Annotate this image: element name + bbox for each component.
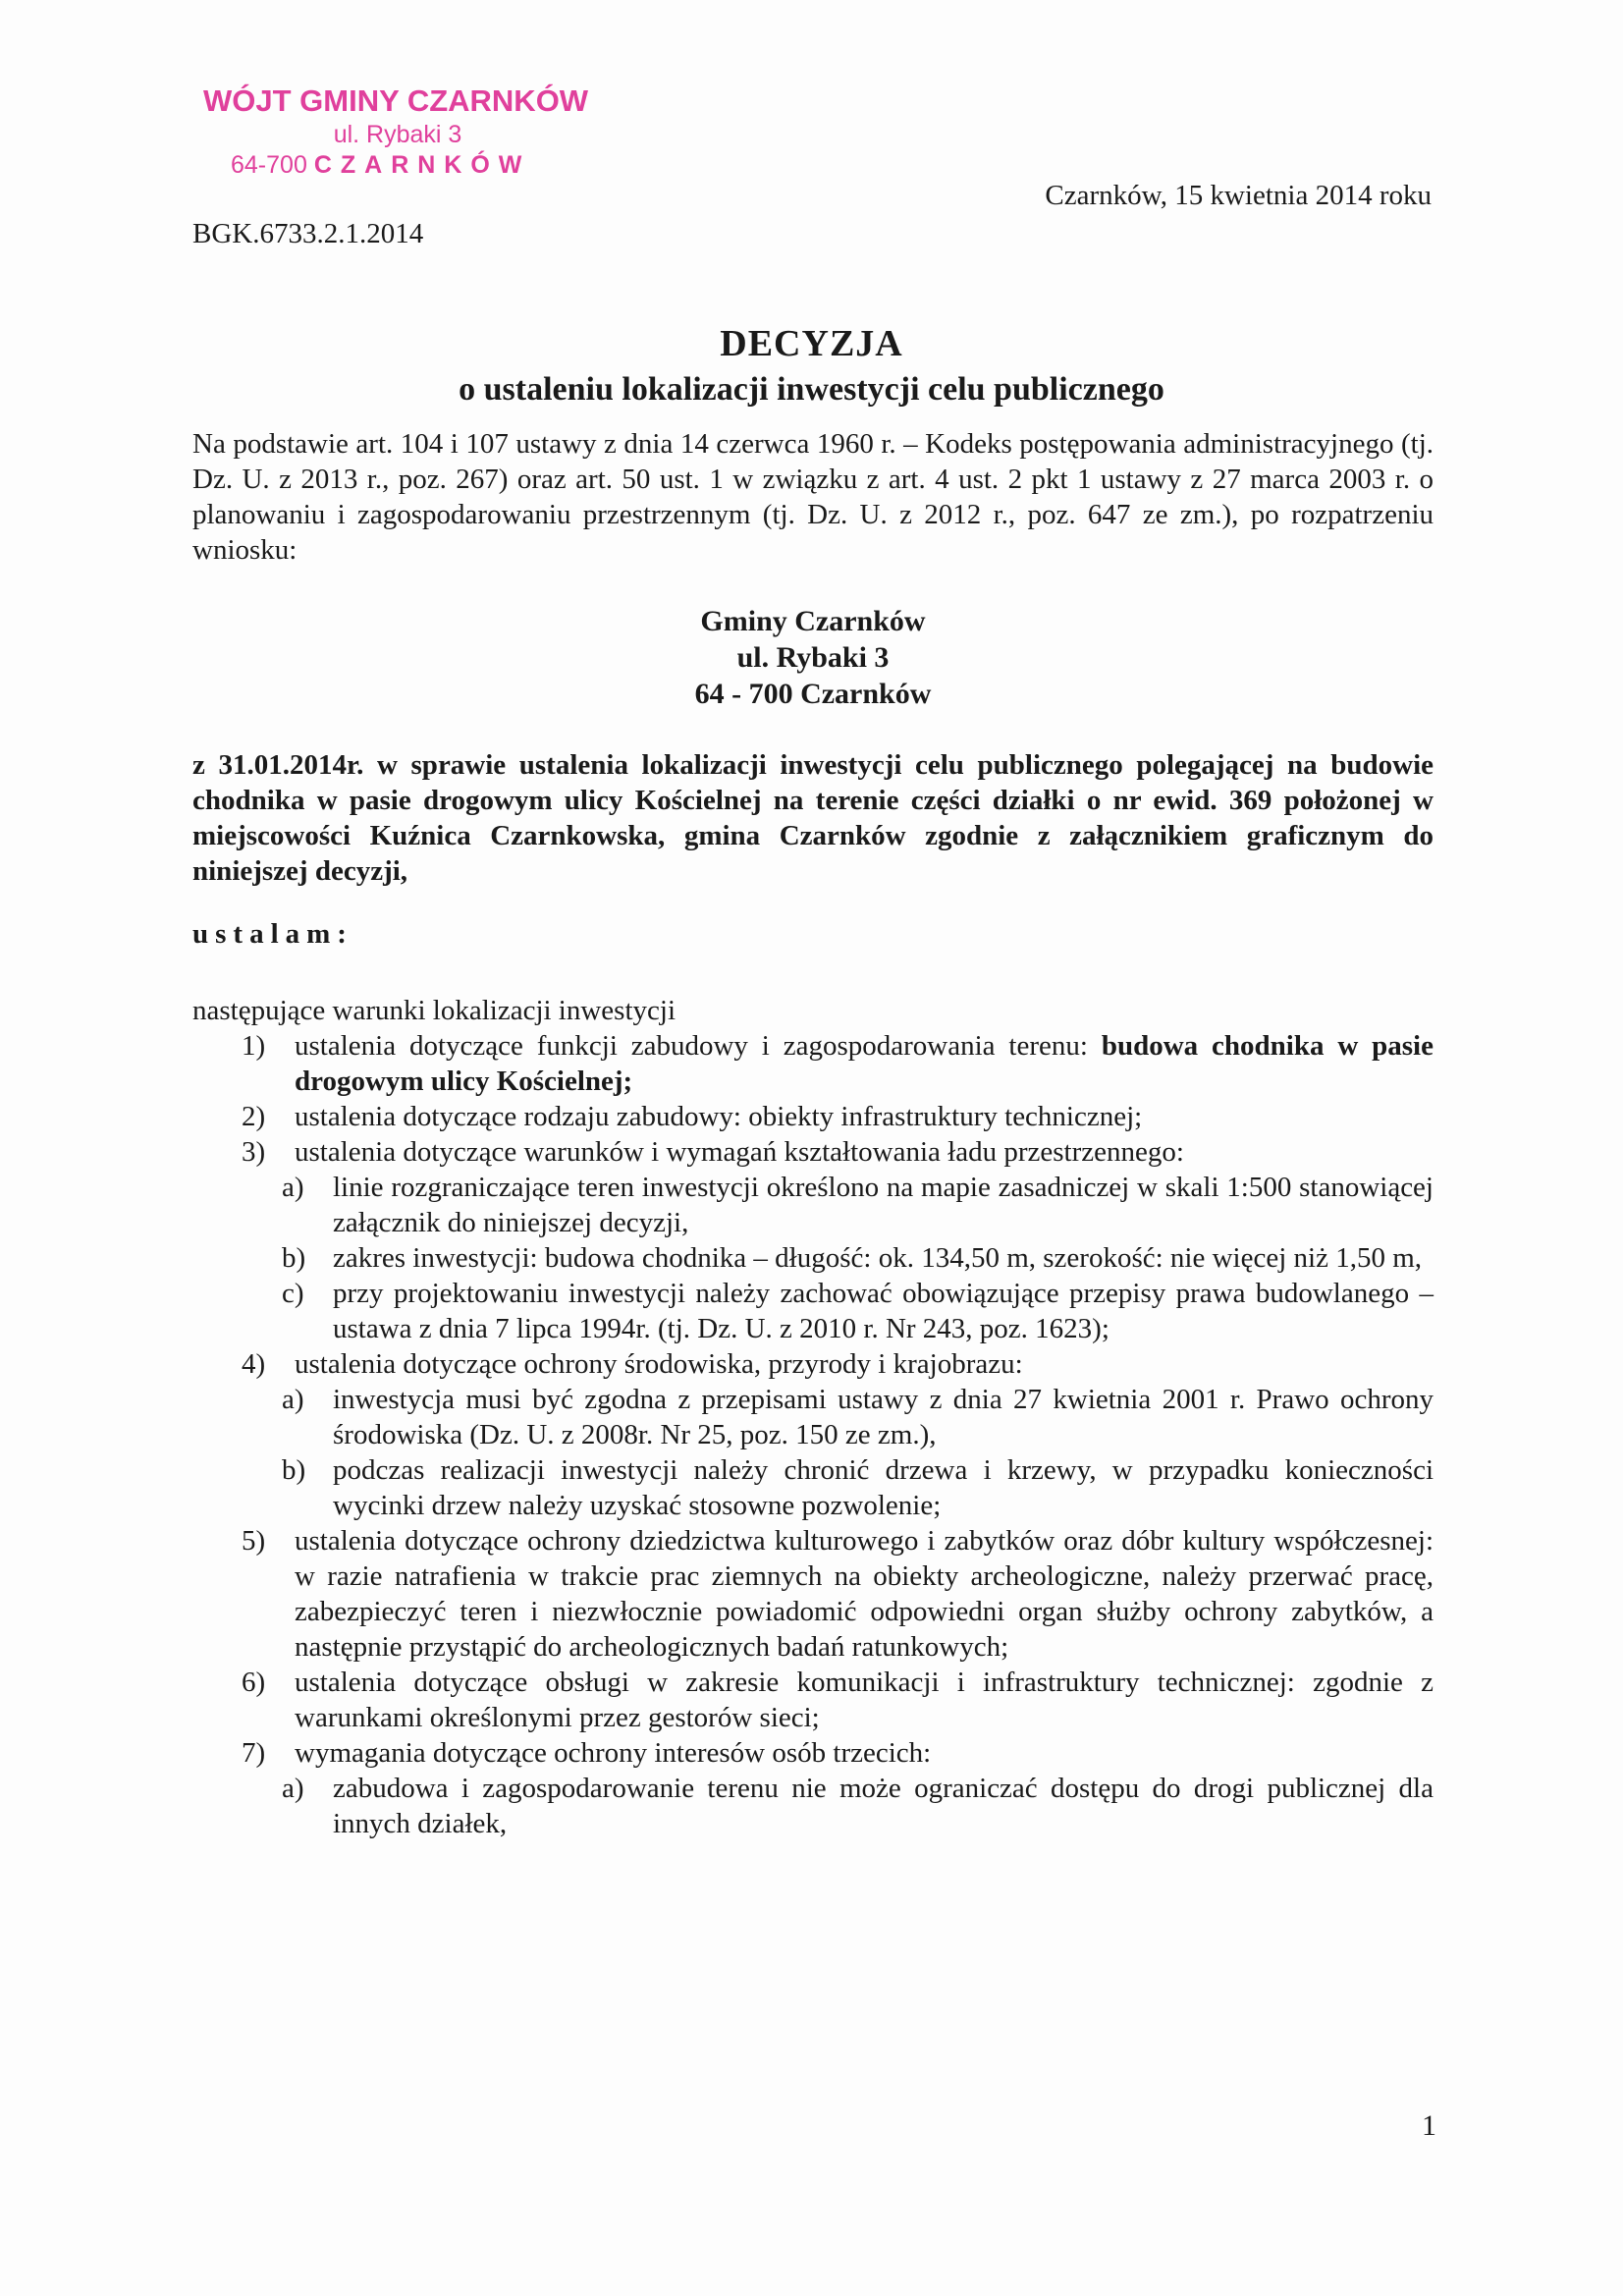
- list-item: [192, 1028, 1434, 1099]
- sub-list: [282, 1771, 1434, 1841]
- item-number: 6): [242, 1667, 266, 1698]
- stamp-line-1: WÓJT GMINY CZARNKÓW: [203, 83, 589, 118]
- subject-paragraph: z 31.01.2014r. w sprawie ustalenia lokalizacji inwestycji celu publicznego polegającej na budowie chodnika w pasie drogowym ulicy Kościelnej na terenie części działki o nr ewid. 369 położonej w miejscowości Kuźnica Czarnkowska, gmina Czarnków zgodnie z załącznikiem graficznym do niniejszej decyzji,: [192, 749, 1434, 887]
- stamp-city: CZARNKÓW: [313, 151, 531, 179]
- applicant-street: ul. Rybaki 3: [736, 641, 890, 674]
- title-main: DECYZJA: [720, 323, 903, 364]
- sub-item-text: zabudowa i zagospodarowanie terenu nie może ograniczać dostępu do drogi publicznej dla innych działek,: [333, 1773, 1434, 1839]
- document-date: Czarnków, 15 kwietnia 2014 roku: [1045, 180, 1432, 211]
- item-number: 1): [242, 1030, 266, 1062]
- applicant-block: [192, 603, 1434, 712]
- office-stamp: [191, 83, 604, 180]
- sub-item-text: zakres inwestycji: budowa chodnika – długość: ok. 134,50 m, szerokość: nie więcej niż 1,50 m,: [333, 1242, 1422, 1274]
- item-text: ustalenia dotyczące rodzaju zabudowy: obiekty infrastruktury technicznej;: [295, 1101, 1143, 1132]
- conditions-list: [192, 1028, 1434, 1841]
- sub-list-item: [282, 1276, 1434, 1346]
- sub-list: [282, 1170, 1434, 1346]
- page-number: 1: [1422, 2109, 1436, 2142]
- sub-list-item: [282, 1452, 1434, 1523]
- sub-list-item: [282, 1240, 1434, 1276]
- stamp-line-3: [191, 151, 604, 180]
- sub-item-letter: a): [282, 1773, 304, 1804]
- stamp-line-2: ul. Rybaki 3: [333, 121, 462, 148]
- item-bold-text: budowa chodnika w pasie drogowym ulicy Kościelnej;: [295, 1030, 1434, 1097]
- applicant-city: 64 - 700 Czarnków: [694, 678, 932, 710]
- title-sub: o ustaleniu lokalizacji inwestycji celu publicznego: [459, 371, 1164, 408]
- list-item: [192, 1735, 1434, 1841]
- item-text: ustalenia dotyczące obsługi w zakresie komunikacji i infrastruktury technicznej: zgodnie z warunkami określonymi przez gestorów sieci;: [295, 1667, 1434, 1733]
- conditions-lead: następujące warunki lokalizacji inwestycji: [192, 995, 676, 1026]
- list-item: [192, 1346, 1434, 1523]
- list-item: [192, 1099, 1434, 1134]
- item-number: 3): [242, 1136, 266, 1168]
- item-number: 2): [242, 1101, 266, 1132]
- item-number: 5): [242, 1525, 266, 1557]
- sub-list: [282, 1382, 1434, 1523]
- document-title: [0, 322, 1623, 409]
- sub-item-text: linie rozgraniczające teren inwestycji określono na mapie zasadniczej w skali 1:500 stanowiącej załącznik do niniejszej decyzji,: [333, 1172, 1434, 1238]
- list-item: [192, 1134, 1434, 1346]
- sub-item-text: inwestycja musi być zgodna z przepisami ustawy z dnia 27 kwietnia 2001 r. Prawo ochrony środowiska (Dz. U. z 2008r. Nr 25, poz. 150 ze zm.),: [333, 1384, 1434, 1450]
- sub-list-item: [282, 1170, 1434, 1240]
- sub-item-text: przy projektowaniu inwestycji należy zachować obowiązujące przepisy prawa budowlanego – ustawa z dnia 7 lipca 1994r. (tj. Dz. U. z 2010 r. Nr 243, poz. 1623);: [333, 1278, 1434, 1344]
- sub-list-item: [282, 1771, 1434, 1841]
- applicant-name: Gminy Czarnków: [700, 605, 926, 637]
- sub-item-letter: c): [282, 1278, 304, 1309]
- document-body: [192, 426, 1434, 1841]
- sub-item-letter: a): [282, 1384, 304, 1415]
- item-number: 7): [242, 1737, 266, 1769]
- item-text: ustalenia dotyczące ochrony środowiska, przyrody i krajobrazu:: [295, 1348, 1023, 1380]
- item-number: 4): [242, 1348, 266, 1380]
- sub-list-item: [282, 1382, 1434, 1452]
- item-text: ustalenia dotyczące warunków i wymagań kształtowania ładu przestrzennego:: [295, 1136, 1184, 1168]
- reference-number: BGK.6733.2.1.2014: [192, 218, 424, 249]
- ustalam-heading: ustalam:: [192, 918, 353, 950]
- list-item: [192, 1665, 1434, 1735]
- sub-item-letter: a): [282, 1172, 304, 1203]
- sub-item-letter: b): [282, 1454, 306, 1486]
- item-text: wymagania dotyczące ochrony interesów osób trzecich:: [295, 1737, 932, 1769]
- sub-item-text: podczas realizacji inwestycji należy chronić drzewa i krzewy, w przypadku konieczności wycinki drzew należy uzyskać stosowne pozwolenie;: [333, 1454, 1434, 1521]
- stamp-postcode: 64-700: [231, 151, 307, 179]
- sub-item-letter: b): [282, 1242, 306, 1274]
- legal-basis-paragraph: Na podstawie art. 104 i 107 ustawy z dnia 14 czerwca 1960 r. – Kodeks postępowania administracyjnego (tj. Dz. U. z 2013 r., poz. 267) oraz art. 50 ust. 1 w związku z art. 4 ust. 2 pkt 1 ustawy z 27 marca 2003 r. o planowaniu i zagospodarowaniu przestrzennym (tj. Dz. U. z 2012 r., poz. 647 ze zm.), po rozpatrzeniu wniosku:: [192, 428, 1434, 566]
- item-text: ustalenia dotyczące ochrony dziedzictwa kulturowego i zabytków oraz dóbr kultury współczesnej: w razie natrafienia w trakcie prac ziemnych na obiekty archeologiczne, należy przerwać pracę, zabezpieczyć teren i niezwłocznie powiadomić odpowiedni organ służby ochrony zabytków, a następnie przystąpić do archeologicznych badań ratunkowych;: [295, 1525, 1434, 1663]
- item-text: ustalenia dotyczące funkcji zabudowy i zagospodarowania terenu:: [295, 1030, 1102, 1062]
- list-item: [192, 1523, 1434, 1665]
